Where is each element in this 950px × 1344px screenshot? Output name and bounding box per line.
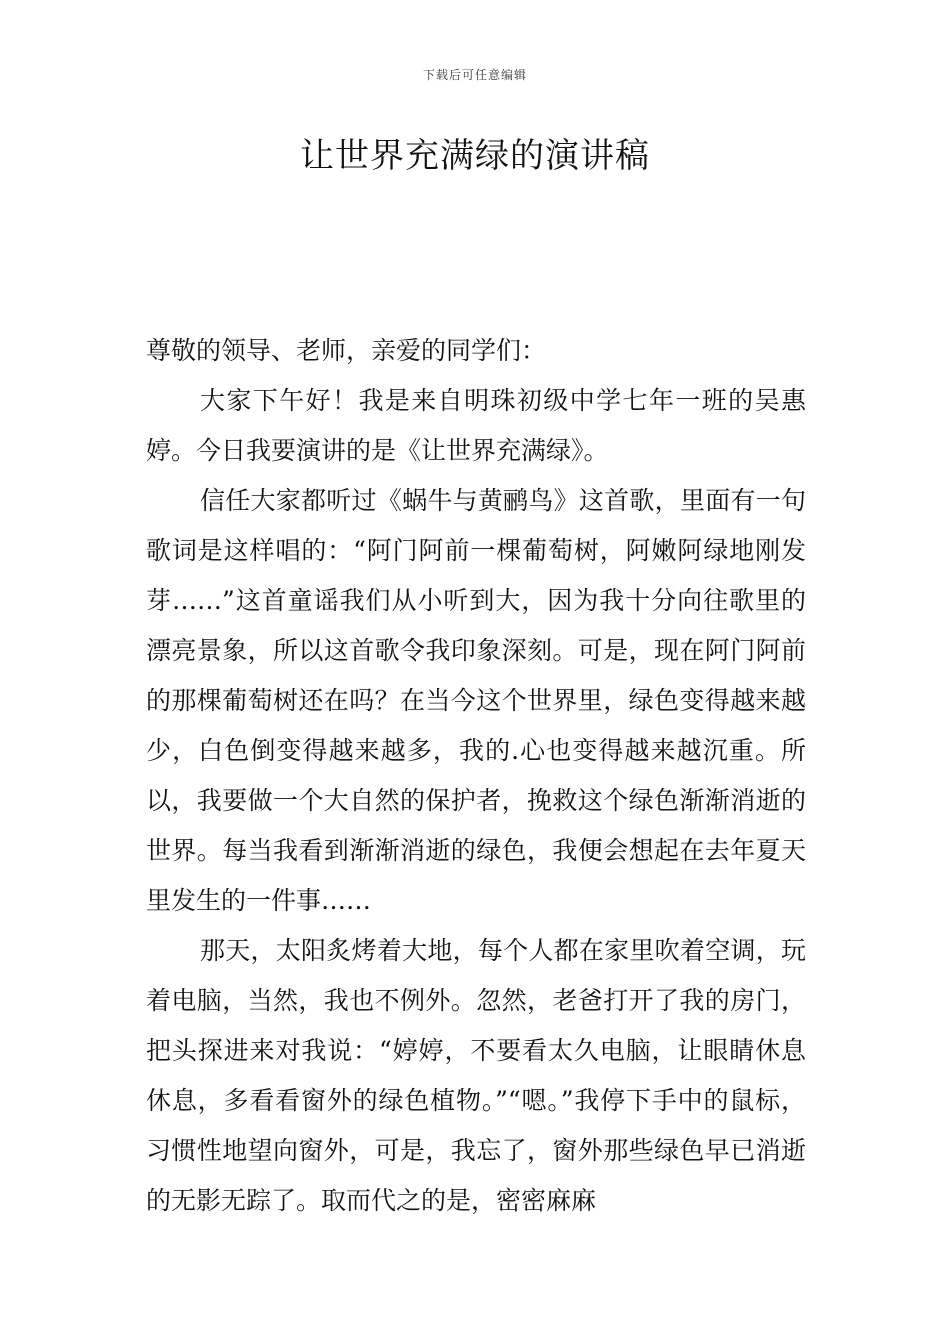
header-note: 下载后可任意编辑 xyxy=(422,68,527,82)
body-paragraph: 大家下午好！我是来自明珠初级中学七年一班的吴惠婷。今日我要演讲的是《让世界充满绿》。 xyxy=(146,386,806,465)
body-paragraph: 信任大家都听过《蜗牛与黄鹂鸟》这首歌，里面有一句歌词是这样唱的：“阿门阿前一棵葡萄树，阿嫩阿绿地刚发芽……”这首童谣我们从小听到大，因为我十分向往歌里的漂亮景象，所以这首歌令我印象深刻。可是，现在阿门阿前的那棵葡萄树还在吗？在当今这个世界里，绿色变得越来越少，白色倒变得越来越多，我的.心也变得越来越沉重。所以，我要做一个大自然的保护者，挽救这个绿色渐渐消逝的世界。每当我看到渐渐消逝的绿色，我便会想起在去年夏天里发生的一件事…… xyxy=(146,486,806,915)
document-title: 让世界充满绿的演讲稿 xyxy=(300,136,650,176)
body-paragraph: 那天，太阳炙烤着大地，每个人都在家里吹着空调，玩着电脑，当然，我也不例外。忽然，老爸打开了我的房门，把头探进来对我说：“婷婷，不要看太久电脑，让眼睛休息休息，多看看窗外的绿色植物。”“嗯。”我停下手中的鼠标，习惯性地望向窗外，可是，我忘了，窗外那些绿色早已消逝的无影无踪了。取而代之的是，密密麻麻 xyxy=(146,936,806,1215)
salutation-paragraph: 尊敬的领导、老师，亲爱的同学们： xyxy=(146,336,547,365)
document-body xyxy=(146,326,806,1226)
